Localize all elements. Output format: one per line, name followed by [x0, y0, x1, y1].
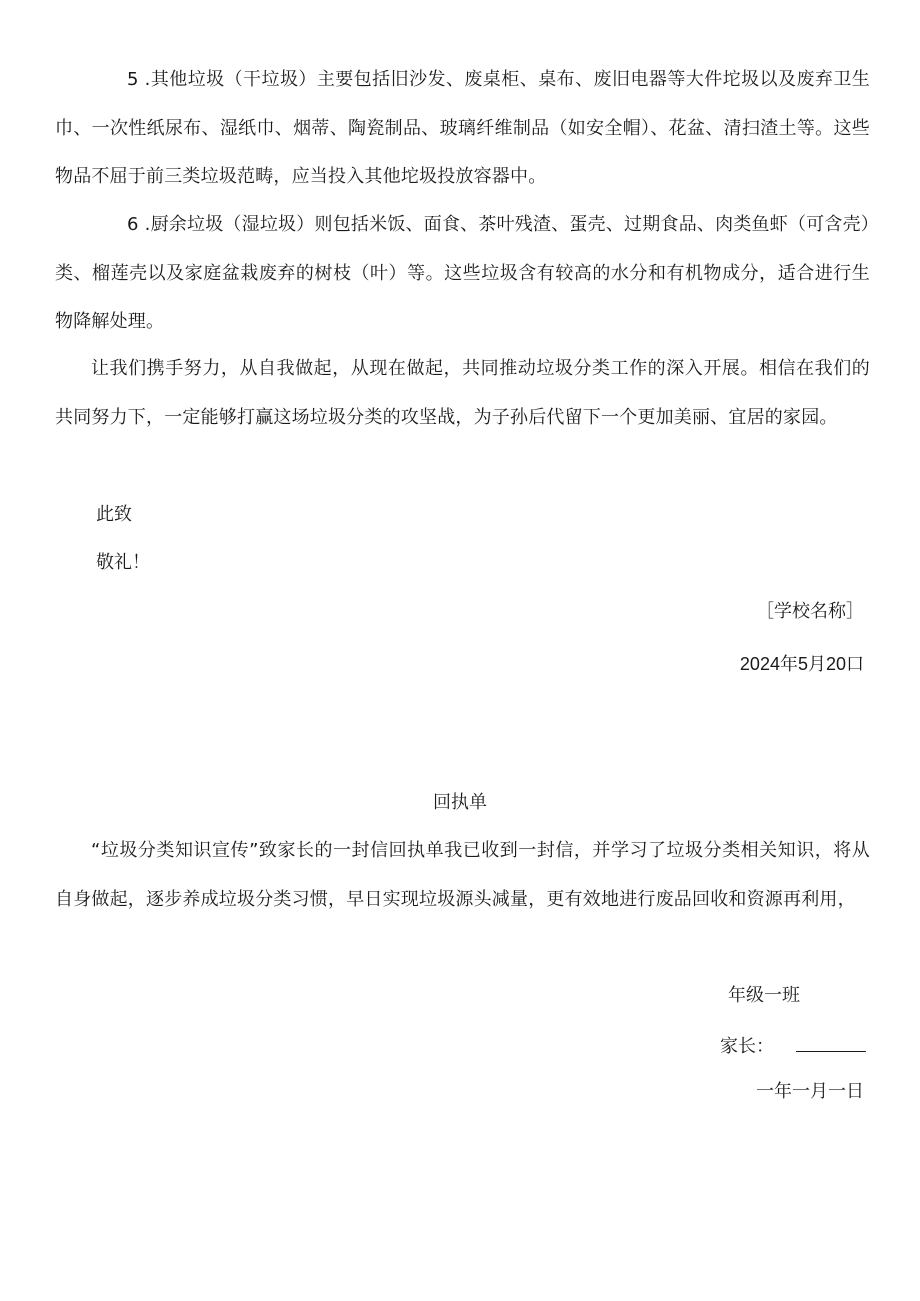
item-5-text: .其他垃圾（干垃圾）主要包括旧沙发、废桌柜、桌布、废旧电器等大件坨圾以及废弃卫生巾、一次性纸尿布、湿纸巾、烟蒂、陶瓷制品、玻璃纤维制品（如安全帽）、花盆、清扫渣土等。这些物品不屈于前三类垃圾范畴，应当投入其他坨圾投放容器中。	[55, 69, 870, 187]
parent-label: 家长：	[720, 1036, 774, 1057]
salutation-cizhi: 此致	[96, 504, 132, 525]
receipt-date-line: 一年一月一日	[756, 1081, 864, 1102]
paragraph-item-6	[55, 201, 870, 347]
salutation-jingli: 敬礼！	[96, 552, 150, 573]
parent-signature-blank[interactable]	[796, 1033, 866, 1052]
paragraph-item-5	[55, 56, 870, 202]
receipt-parent-signature	[720, 1033, 866, 1059]
closing-paragraph: 让我们携手努力，从自我做起，从现在做起，共同推动垃圾分类工作的深入开展。相信在我们的共同努力下，一定能够打赢这场垃圾分类的攻坚战，为子孙后代留下一个更加美丽、宜居的家园。	[55, 358, 870, 428]
receipt-class-line: 年级一班	[728, 985, 800, 1006]
receipt-title: 回执单	[433, 792, 487, 813]
item-6-number: 6	[127, 214, 139, 235]
school-name-signature: ［学校名称］	[756, 601, 864, 622]
letter-date: 2024年5月20口	[739, 654, 864, 674]
receipt-body: “垃圾分类知识宣传”致家长的一封信回执单我已收到一封信，并学习了垃圾分类相关知识，将从自身做起，逐步养成垃圾分类习惯，早日实现垃圾源头减量，更有效地进行废品回收和资源再利用，	[55, 840, 870, 910]
item-6-text: .厨余垃圾（湿垃圾）则包括米饭、面食、茶叶残渣、蛋壳、过期食品、肉类鱼虾（可含壳）类、榴莲壳以及家庭盆栽废弃的树枝（叶）等。这些垃圾含有较高的水分和有机物成分，适合进行生物降解处理。	[55, 214, 870, 332]
item-5-number: 5	[127, 69, 139, 90]
